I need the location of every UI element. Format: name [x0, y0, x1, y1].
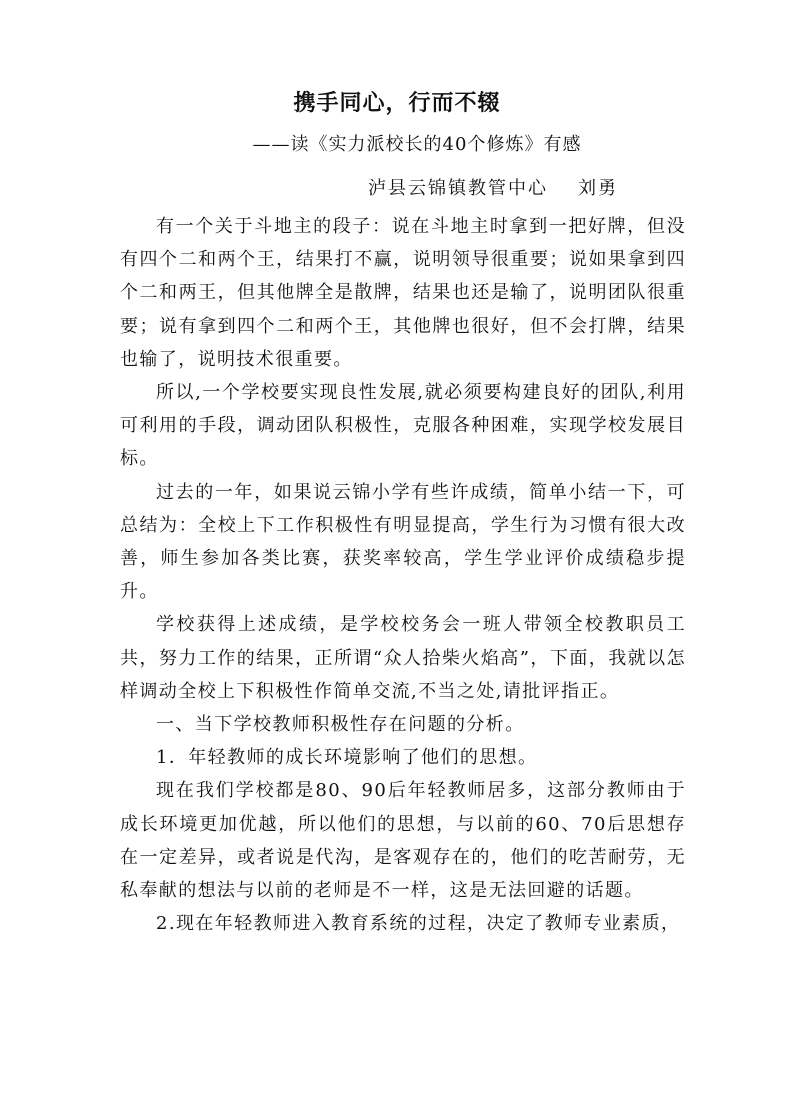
document-title: 携手同心，行而不辍 [293, 91, 501, 116]
paragraph: 有一个关于斗地主的段子：说在斗地主时拿到一把好牌，但没有四个二和两个王，结果打不赢，说明领导很重要；说如果拿到四个二和两王，但其他牌全是散牌，结果也还是输了，说明团队很重要；说有拿到四个二和两个王，其他牌也很好，但不会打牌，结果也输了，说明技术很重要。 [120, 216, 686, 370]
paragraph: 所以,一个学校要实现良性发展,就必须要构建良好的团队,利用可利用的手段，调动团队积极性，克服各种困难，实现学校发展目标。 [120, 382, 686, 470]
author-line [368, 174, 618, 200]
document-subtitle: ——读《实力派校长的40个修炼》有感 [252, 134, 582, 155]
author-name: 刘勇 [578, 178, 618, 199]
paragraph: 学校获得上述成绩，是学校校务会一班人带领全校教职员工共，努力工作的结果，正所谓“众人拾柴火焰高”，下面，我就以怎样调动全校上下积极性作简单交流,不当之处,请批评指正。 [120, 614, 686, 702]
subsection-heading: 1．年轻教师的成长环境影响了他们的思想。 [156, 747, 538, 769]
paragraph: 过去的一年，如果说云锦小学有些许成绩，简单小结一下，可总结为：全校上下工作积极性有明显提高，学生行为习惯有很大改善，师生参加各类比赛，获奖率较高，学生学业评价成绩稳步提升。 [120, 481, 686, 603]
document-body [120, 210, 686, 940]
subsection-heading: 2.现在年轻教师进入教育系统的过程，决定了教师专业素质， [156, 913, 681, 935]
section-heading: 一、当下学校教师积极性存在问题的分析。 [156, 714, 525, 736]
paragraph: 现在我们学校都是80、90后年轻教师居多，这部分教师由于成长环境更加优越，所以他们的思想，与以前的60、70后思想存在一定差异，或者说是代沟，是客观存在的，他们的吃苦耐劳，无私奉献的想法与以前的老师是不一样，这是无法回避的话题。 [120, 780, 686, 902]
author-organization: 泸县云锦镇教管中心 [368, 178, 548, 199]
